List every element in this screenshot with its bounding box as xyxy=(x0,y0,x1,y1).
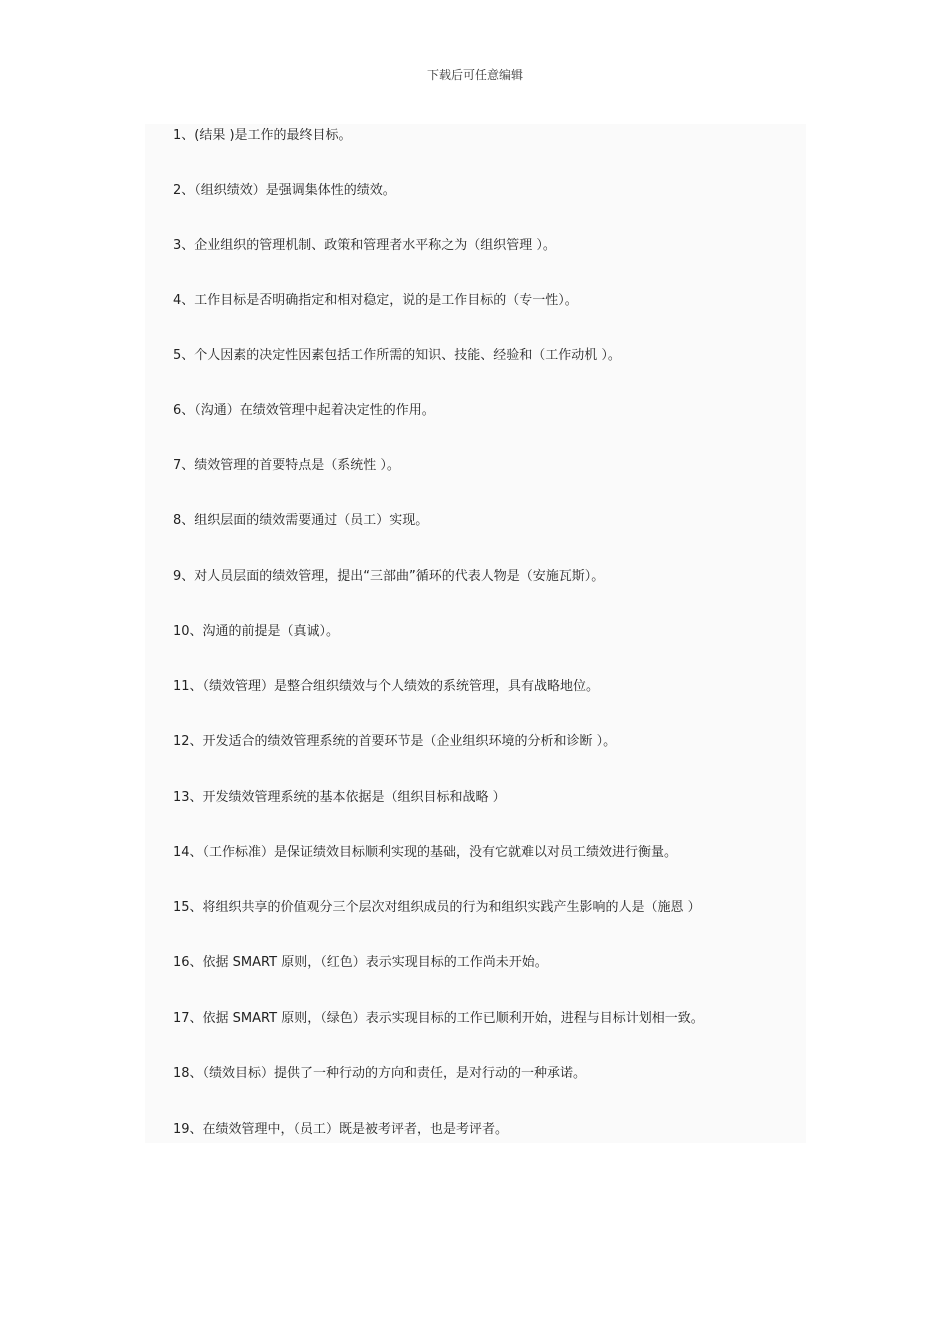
list-item: 11、（绩效管理）是整合组织绩效与个人绩效的系统管理，具有战略地位。 xyxy=(173,679,600,694)
list-item: 9、对人员层面的绩效管理，提出“三部曲”循环的代表人物是（安施瓦斯）。 xyxy=(173,569,605,584)
list-item: 15、将组织共享的价值观分三个层次对组织成员的行为和组织实践产生影响的人是（施恩 ） xyxy=(173,900,701,915)
list-item: 1、(结果 )是工作的最终目标。 xyxy=(173,128,352,143)
question-list-panel xyxy=(145,124,806,1143)
list-item: 3、企业组织的管理机制、政策和管理者水平称之为（组织管理 ）。 xyxy=(173,238,556,253)
page-header: 下载后可任意编辑 xyxy=(426,68,523,82)
list-item: 13、开发绩效管理系统的基本依据是（组织目标和战略 ） xyxy=(173,790,506,805)
list-item: 8、组织层面的绩效需要通过（员工）实现。 xyxy=(173,513,429,528)
list-item: 2、（组织绩效）是强调集体性的绩效。 xyxy=(173,183,396,198)
list-item: 6、（沟通）在绩效管理中起着决定性的作用。 xyxy=(173,403,435,418)
list-item: 4、工作目标是否明确指定和相对稳定，说的是工作目标的（专一性）。 xyxy=(173,293,578,308)
list-item: 16、依据 SMART 原则，（红色）表示实现目标的工作尚未开始。 xyxy=(173,955,548,970)
list-item: 7、绩效管理的首要特点是（系统性 ）。 xyxy=(173,458,400,473)
list-item: 17、依据 SMART 原则，（绿色）表示实现目标的工作已顺利开始，进程与目标计划相一致。 xyxy=(173,1011,704,1026)
list-item: 18、（绩效目标）提供了一种行动的方向和责任，是对行动的一种承诺。 xyxy=(173,1066,587,1081)
list-item: 19、在绩效管理中，（员工）既是被考评者，也是考评者。 xyxy=(173,1122,509,1137)
list-item: 10、沟通的前提是（真诚）。 xyxy=(173,624,340,639)
list-item: 12、开发适合的绩效管理系统的首要环节是（企业组织环境的分析和诊断 ）。 xyxy=(173,734,617,749)
list-item: 14、（工作标准）是保证绩效目标顺利实现的基础，没有它就难以对员工绩效进行衡量。 xyxy=(173,845,678,860)
list-item: 5、个人因素的决定性因素包括工作所需的知识、技能、经验和（工作动机 ）。 xyxy=(173,348,621,363)
